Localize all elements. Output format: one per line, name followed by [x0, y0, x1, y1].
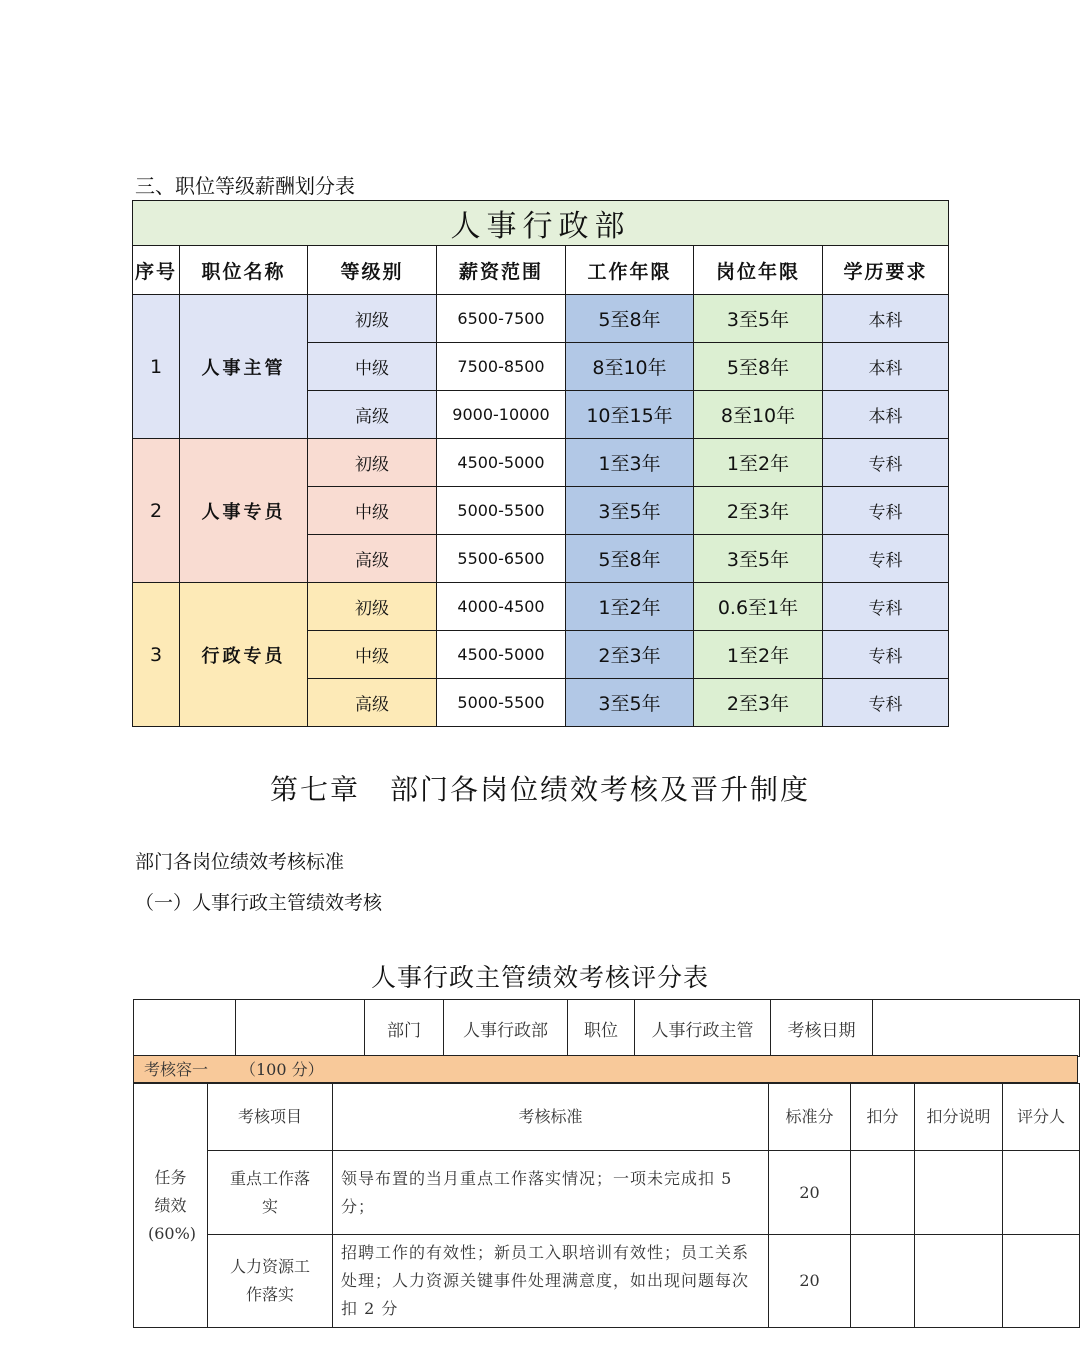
row-deduction-note[interactable] — [915, 1235, 1003, 1328]
col-rater: 评分人 — [1003, 1084, 1080, 1151]
band-label: 考核容一 — [144, 1060, 209, 1079]
row-item: 重点工作落实 — [208, 1151, 333, 1235]
row-education: 本科 — [823, 343, 949, 391]
section-title: 三、职位等级薪酬划分表 — [135, 174, 355, 198]
row-education: 专科 — [823, 439, 949, 487]
row-grade: 高级 — [308, 535, 437, 583]
header-work-years: 工作年限 — [566, 246, 694, 295]
row-work-years: 5至8年 — [566, 535, 694, 583]
row-post-years: 1至2年 — [694, 631, 823, 679]
row-work-years: 5至8年 — [566, 295, 694, 343]
row-education: 专科 — [823, 679, 949, 727]
row-grade: 高级 — [308, 391, 437, 439]
department-name: 人事行政部 — [133, 201, 949, 246]
row-work-years: 1至2年 — [566, 583, 694, 631]
row-education: 专科 — [823, 583, 949, 631]
row-grade: 初级 — [308, 295, 437, 343]
col-score: 标准分 — [769, 1084, 851, 1151]
row-deduction[interactable] — [851, 1151, 915, 1235]
dept-value: 人事行政部 — [444, 1000, 568, 1057]
table-row — [133, 295, 949, 343]
col-deduction-note: 扣分说明 — [915, 1084, 1003, 1151]
col-deduction: 扣分 — [851, 1084, 915, 1151]
salary-header-row — [133, 246, 949, 295]
row-rater[interactable] — [1003, 1151, 1080, 1235]
eval-columns-row — [134, 1084, 1080, 1151]
row-standard: 招聘工作的有效性；新员工入职培训有效性；员工关系处理；人力资源关键事件处理满意度，如出现问题每次扣 2 分 — [333, 1235, 769, 1328]
row-salary: 4500-5000 — [437, 439, 566, 487]
dept-label: 部门 — [365, 1000, 444, 1057]
row-work-years: 1至3年 — [566, 439, 694, 487]
row-education: 本科 — [823, 391, 949, 439]
row-grade: 中级 — [308, 343, 437, 391]
table-row — [134, 1151, 1080, 1235]
chapter-title: 第七章 部门各岗位绩效考核及晋升制度 — [269, 773, 810, 806]
row-post-years: 3至5年 — [694, 295, 823, 343]
row-salary: 9000-10000 — [437, 391, 566, 439]
row-score: 20 — [769, 1235, 851, 1328]
header-cell-blank-1 — [134, 1000, 236, 1057]
eval-table — [133, 1083, 1080, 1328]
row-salary: 6500-7500 — [437, 295, 566, 343]
row-education: 专科 — [823, 631, 949, 679]
header-salary: 薪资范围 — [437, 246, 566, 295]
row-work-years: 3至5年 — [566, 679, 694, 727]
eval-section-band — [133, 1055, 1078, 1083]
row-position: 人事专员 — [180, 439, 308, 583]
row-deduction-note[interactable] — [915, 1151, 1003, 1235]
subheading-supervisor: （一）人事行政主管绩效考核 — [135, 892, 383, 914]
salary-table — [132, 200, 949, 727]
date-value — [873, 1000, 1080, 1057]
band-points: （100 分） — [240, 1060, 324, 1079]
table-row — [134, 1235, 1080, 1328]
eval-table-title: 人事行政主管绩效考核评分表 — [370, 963, 709, 992]
row-score: 20 — [769, 1151, 851, 1235]
row-item: 人力资源工作落实 — [208, 1235, 333, 1328]
row-salary: 5000-5500 — [437, 487, 566, 535]
row-post-years: 2至3年 — [694, 679, 823, 727]
row-post-years: 0.6至1年 — [694, 583, 823, 631]
header-cell-blank-2 — [236, 1000, 365, 1057]
row-post-years: 3至5年 — [694, 535, 823, 583]
row-grade: 中级 — [308, 487, 437, 535]
row-post-years: 8至10年 — [694, 391, 823, 439]
col-standard: 考核标准 — [333, 1084, 769, 1151]
col-item: 考核项目 — [208, 1084, 333, 1151]
subheading-standards: 部门各岗位绩效考核标准 — [135, 851, 345, 873]
eval-category: 任务绩效(60%) — [134, 1084, 208, 1328]
row-grade: 高级 — [308, 679, 437, 727]
row-rater[interactable] — [1003, 1235, 1080, 1328]
header-post-years: 岗位年限 — [694, 246, 823, 295]
row-grade: 初级 — [308, 439, 437, 487]
header-position: 职位名称 — [180, 246, 308, 295]
row-salary: 5500-6500 — [437, 535, 566, 583]
eval-header-table — [133, 999, 1080, 1057]
row-deduction[interactable] — [851, 1235, 915, 1328]
row-position: 行政专员 — [180, 583, 308, 727]
header-seq: 序号 — [133, 246, 180, 295]
row-post-years: 5至8年 — [694, 343, 823, 391]
row-salary: 7500-8500 — [437, 343, 566, 391]
row-salary: 4000-4500 — [437, 583, 566, 631]
row-education: 专科 — [823, 535, 949, 583]
date-label: 考核日期 — [771, 1000, 873, 1057]
row-work-years: 2至3年 — [566, 631, 694, 679]
row-salary: 5000-5500 — [437, 679, 566, 727]
row-standard: 领导布置的当月重点工作落实情况；一项未完成扣 5 分； — [333, 1151, 769, 1235]
position-label: 职位 — [568, 1000, 635, 1057]
header-education: 学历要求 — [823, 246, 949, 295]
row-post-years: 1至2年 — [694, 439, 823, 487]
row-seq: 2 — [133, 439, 180, 583]
row-seq: 3 — [133, 583, 180, 727]
row-post-years: 2至3年 — [694, 487, 823, 535]
row-grade: 初级 — [308, 583, 437, 631]
row-work-years: 10至15年 — [566, 391, 694, 439]
table-row — [133, 439, 949, 487]
row-work-years: 8至10年 — [566, 343, 694, 391]
table-row — [133, 583, 949, 631]
header-grade: 等级别 — [308, 246, 437, 295]
row-seq: 1 — [133, 295, 180, 439]
row-grade: 中级 — [308, 631, 437, 679]
row-salary: 4500-5000 — [437, 631, 566, 679]
row-education: 专科 — [823, 487, 949, 535]
position-value: 人事行政主管 — [635, 1000, 771, 1057]
row-position: 人事主管 — [180, 295, 308, 439]
row-work-years: 3至5年 — [566, 487, 694, 535]
row-education: 本科 — [823, 295, 949, 343]
